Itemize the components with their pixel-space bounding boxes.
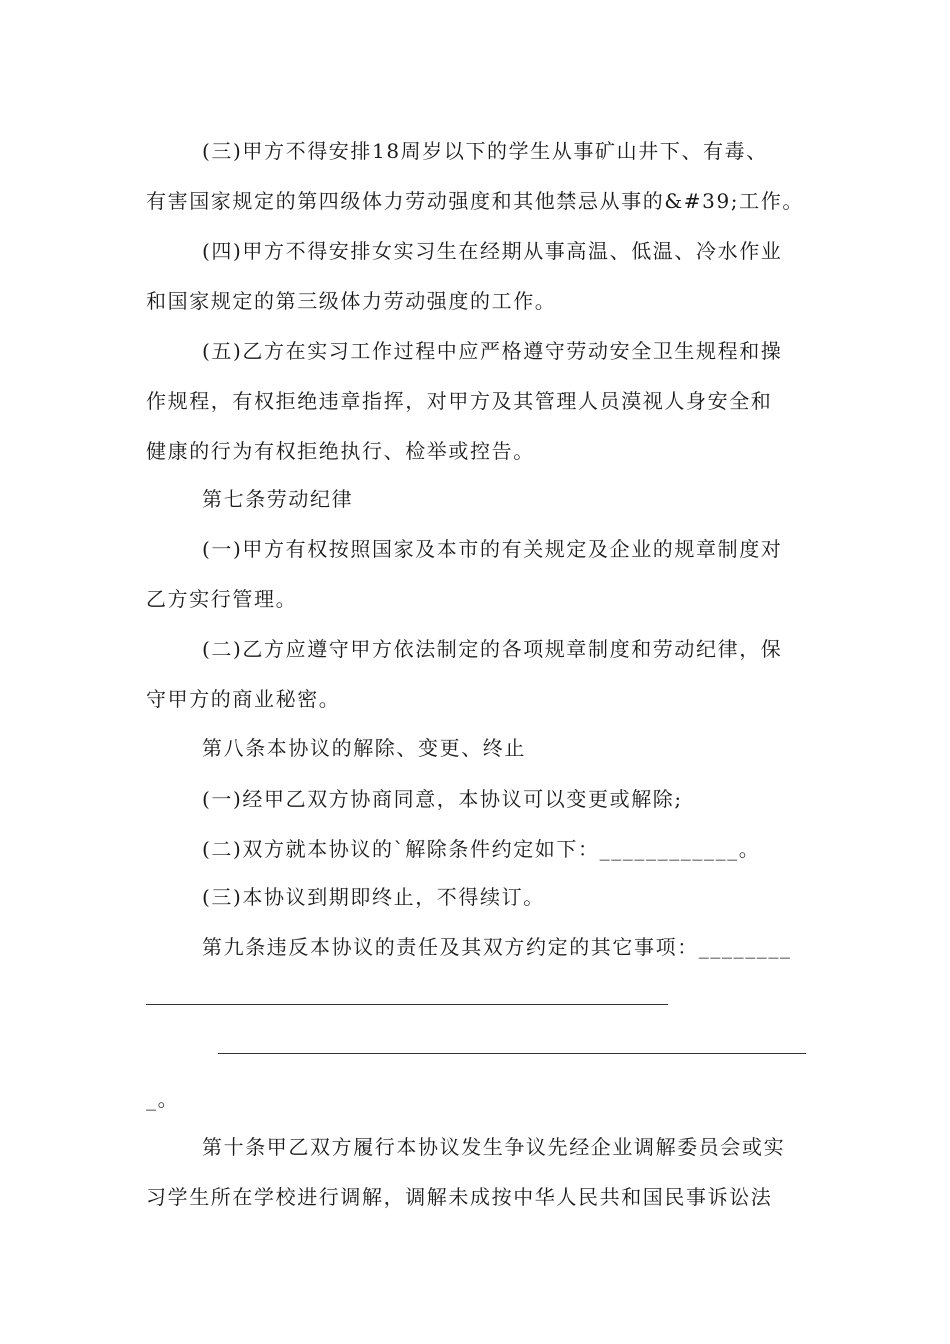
paragraph-line: (三)甲方不得安排18周岁以下的学生从事矿山井下、有毒、 [202, 139, 768, 163]
paragraph-line: 习学生所在学校进行调解，调解未成按中华人民共和国民事诉讼法 [146, 1185, 773, 1209]
paragraph-line: 健康的行为有权拒绝执行、检举或控告。 [146, 439, 535, 463]
paragraph-line: (一)经甲乙双方协商同意，本协议可以变更或解除; [202, 787, 683, 811]
paragraph-line: (二)双方就本协议的`解除条件约定如下：____________。 [202, 837, 761, 861]
paragraph-line: (五)乙方在实习工作过程中应严格遵守劳动安全卫生规程和操 [202, 339, 783, 363]
section-heading: 第八条本协议的解除、变更、终止 [202, 736, 526, 760]
paragraph-line: (二)乙方应遵守甲方依法制定的各项规章制度和劳动纪律，保 [202, 637, 783, 661]
paragraph-line: _。 [146, 1087, 180, 1111]
paragraph-line: 乙方实行管理。 [146, 587, 298, 611]
paragraph-line: 作规程，有权拒绝违章指挥，对甲方及其管理人员漠视人身安全和 [146, 389, 773, 413]
blank-fill-line [218, 1053, 806, 1054]
section-heading: 第七条劳动纪律 [202, 487, 354, 511]
paragraph-line: 和国家规定的第三级体力劳动强度的工作。 [146, 289, 557, 313]
paragraph-line: (一)甲方有权按照国家及本市的有关规定及企业的规章制度对 [202, 537, 783, 561]
paragraph-line: (四)甲方不得安排女实习生在经期从事高温、低温、冷水作业 [202, 239, 783, 263]
paragraph-line: 第九条违反本协议的责任及其双方约定的其它事项：________ [202, 935, 792, 959]
paragraph-line: 第十条甲乙双方履行本协议发生争议先经企业调解委员会或实 [202, 1135, 786, 1159]
blank-fill-line [146, 1004, 668, 1005]
paragraph-line: 守甲方的商业秘密。 [146, 687, 341, 711]
paragraph-line: 有害国家规定的第四级体力劳动强度和其他禁忌从事的&#39;工作。 [146, 189, 804, 213]
paragraph-line: (三)本协议到期即终止，不得续订。 [202, 885, 545, 909]
